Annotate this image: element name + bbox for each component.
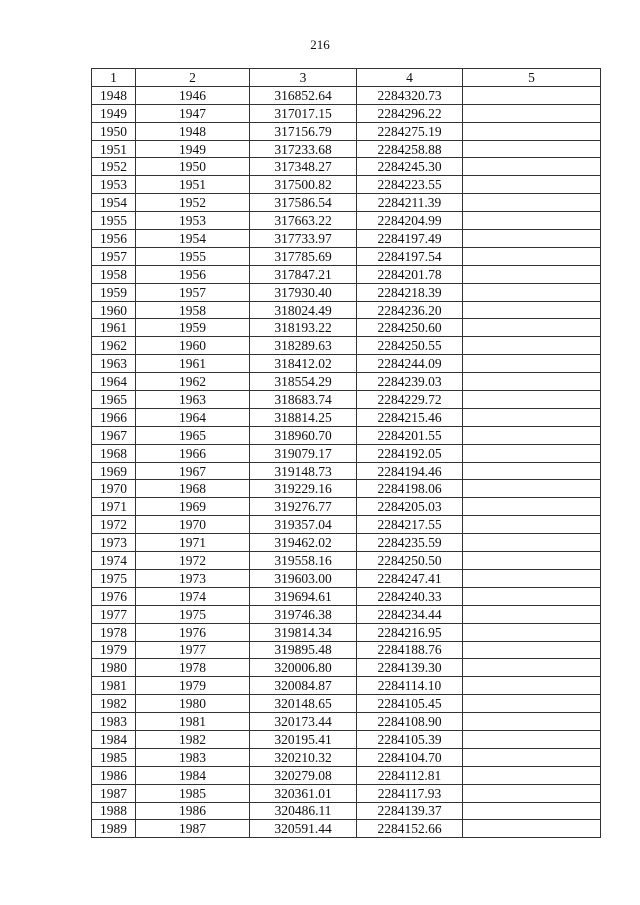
cell-adjacent-point-number: 1974 <box>136 587 250 605</box>
cell-point-number: 1957 <box>92 247 136 265</box>
cell-adjacent-point-number: 1947 <box>136 104 250 122</box>
cell-coordinate-x: 319148.73 <box>250 462 357 480</box>
cell-note <box>463 176 601 194</box>
cell-point-number: 1950 <box>92 122 136 140</box>
cell-coordinate-x: 319603.00 <box>250 569 357 587</box>
cell-coordinate-x: 317017.15 <box>250 104 357 122</box>
cell-adjacent-point-number: 1984 <box>136 766 250 784</box>
cell-coordinate-y: 2284216.95 <box>357 623 463 641</box>
cell-adjacent-point-number: 1960 <box>136 337 250 355</box>
table-row <box>92 713 601 731</box>
cell-coordinate-x: 317233.68 <box>250 140 357 158</box>
cell-adjacent-point-number: 1975 <box>136 605 250 623</box>
table-row <box>92 552 601 570</box>
cell-coordinate-y: 2284320.73 <box>357 86 463 104</box>
cell-adjacent-point-number: 1958 <box>136 301 250 319</box>
cell-note <box>463 122 601 140</box>
cell-adjacent-point-number: 1961 <box>136 355 250 373</box>
cell-adjacent-point-number: 1957 <box>136 283 250 301</box>
cell-coordinate-y: 2284258.88 <box>357 140 463 158</box>
cell-note <box>463 713 601 731</box>
cell-point-number: 1980 <box>92 659 136 677</box>
cell-adjacent-point-number: 1968 <box>136 480 250 498</box>
cell-coordinate-y: 2284240.33 <box>357 587 463 605</box>
cell-note <box>463 552 601 570</box>
cell-note <box>463 373 601 391</box>
cell-note <box>463 301 601 319</box>
cell-coordinate-x: 317348.27 <box>250 158 357 176</box>
cell-note <box>463 659 601 677</box>
cell-point-number: 1982 <box>92 695 136 713</box>
cell-coordinate-x: 320148.65 <box>250 695 357 713</box>
cell-note <box>463 230 601 248</box>
cell-point-number: 1956 <box>92 230 136 248</box>
cell-coordinate-x: 320279.08 <box>250 766 357 784</box>
cell-coordinate-y: 2284275.19 <box>357 122 463 140</box>
cell-note <box>463 140 601 158</box>
cell-note <box>463 337 601 355</box>
cell-point-number: 1967 <box>92 426 136 444</box>
cell-note <box>463 391 601 409</box>
cell-coordinate-y: 2284247.41 <box>357 569 463 587</box>
cell-point-number: 1976 <box>92 587 136 605</box>
cell-coordinate-x: 320173.44 <box>250 713 357 731</box>
cell-coordinate-x: 318814.25 <box>250 408 357 426</box>
cell-coordinate-y: 2284198.06 <box>357 480 463 498</box>
table-row <box>92 569 601 587</box>
cell-coordinate-x: 318193.22 <box>250 319 357 337</box>
cell-adjacent-point-number: 1982 <box>136 730 250 748</box>
cell-point-number: 1962 <box>92 337 136 355</box>
cell-point-number: 1970 <box>92 480 136 498</box>
cell-adjacent-point-number: 1948 <box>136 122 250 140</box>
table-row <box>92 337 601 355</box>
table-row <box>92 176 601 194</box>
cell-coordinate-x: 317733.97 <box>250 230 357 248</box>
cell-note <box>463 247 601 265</box>
cell-note <box>463 104 601 122</box>
cell-coordinate-x: 320006.80 <box>250 659 357 677</box>
cell-coordinate-y: 2284117.93 <box>357 784 463 802</box>
cell-coordinate-y: 2284204.99 <box>357 212 463 230</box>
cell-point-number: 1964 <box>92 373 136 391</box>
cell-coordinate-y: 2284217.55 <box>357 516 463 534</box>
cell-note <box>463 748 601 766</box>
cell-coordinate-y: 2284250.55 <box>357 337 463 355</box>
page-number: 216 <box>310 37 330 52</box>
cell-coordinate-x: 320210.32 <box>250 748 357 766</box>
table-row <box>92 623 601 641</box>
table-row <box>92 355 601 373</box>
cell-adjacent-point-number: 1969 <box>136 498 250 516</box>
cell-coordinate-x: 320195.41 <box>250 730 357 748</box>
cell-coordinate-y: 2284229.72 <box>357 391 463 409</box>
cell-adjacent-point-number: 1949 <box>136 140 250 158</box>
table-row <box>92 587 601 605</box>
cell-note <box>463 319 601 337</box>
cell-coordinate-y: 2284139.37 <box>357 802 463 820</box>
cell-coordinate-y: 2284104.70 <box>357 748 463 766</box>
cell-adjacent-point-number: 1976 <box>136 623 250 641</box>
table-row <box>92 784 601 802</box>
cell-adjacent-point-number: 1951 <box>136 176 250 194</box>
cell-coordinate-y: 2284112.81 <box>357 766 463 784</box>
cell-coordinate-y: 2284223.55 <box>357 176 463 194</box>
cell-coordinate-x: 320361.01 <box>250 784 357 802</box>
table-row <box>92 748 601 766</box>
cell-note <box>463 480 601 498</box>
cell-note <box>463 587 601 605</box>
cell-coordinate-y: 2284114.10 <box>357 677 463 695</box>
cell-adjacent-point-number: 1959 <box>136 319 250 337</box>
cell-point-number: 1983 <box>92 713 136 731</box>
cell-adjacent-point-number: 1956 <box>136 265 250 283</box>
cell-coordinate-y: 2284152.66 <box>357 820 463 838</box>
cell-coordinate-y: 2284245.30 <box>357 158 463 176</box>
cell-coordinate-x: 319746.38 <box>250 605 357 623</box>
cell-note <box>463 534 601 552</box>
table-row <box>92 158 601 176</box>
cell-point-number: 1979 <box>92 641 136 659</box>
cell-note <box>463 766 601 784</box>
cell-point-number: 1972 <box>92 516 136 534</box>
cell-point-number: 1954 <box>92 194 136 212</box>
cell-coordinate-x: 318554.29 <box>250 373 357 391</box>
cell-note <box>463 677 601 695</box>
table-row <box>92 319 601 337</box>
cell-point-number: 1969 <box>92 462 136 480</box>
cell-coordinate-y: 2284250.60 <box>357 319 463 337</box>
cell-coordinate-y: 2284239.03 <box>357 373 463 391</box>
cell-adjacent-point-number: 1981 <box>136 713 250 731</box>
cell-adjacent-point-number: 1970 <box>136 516 250 534</box>
cell-coordinate-y: 2284234.44 <box>357 605 463 623</box>
cell-coordinate-x: 319229.16 <box>250 480 357 498</box>
cell-coordinate-x: 319814.34 <box>250 623 357 641</box>
cell-note <box>463 426 601 444</box>
table-row <box>92 534 601 552</box>
cell-note <box>463 194 601 212</box>
cell-adjacent-point-number: 1955 <box>136 247 250 265</box>
cell-coordinate-y: 2284201.55 <box>357 426 463 444</box>
column-header-5: 5 <box>463 69 601 87</box>
cell-adjacent-point-number: 1978 <box>136 659 250 677</box>
cell-note <box>463 802 601 820</box>
cell-coordinate-x: 318289.63 <box>250 337 357 355</box>
cell-point-number: 1975 <box>92 569 136 587</box>
cell-note <box>463 623 601 641</box>
cell-coordinate-y: 2284296.22 <box>357 104 463 122</box>
cell-point-number: 1987 <box>92 784 136 802</box>
cell-point-number: 1978 <box>92 623 136 641</box>
cell-coordinate-x: 318960.70 <box>250 426 357 444</box>
cell-coordinate-x: 317785.69 <box>250 247 357 265</box>
table-row <box>92 480 601 498</box>
cell-coordinate-x: 319694.61 <box>250 587 357 605</box>
cell-coordinate-x: 319462.02 <box>250 534 357 552</box>
table-row <box>92 247 601 265</box>
cell-point-number: 1977 <box>92 605 136 623</box>
table-row <box>92 212 601 230</box>
cell-coordinate-y: 2284197.49 <box>357 230 463 248</box>
cell-coordinate-x: 318024.49 <box>250 301 357 319</box>
cell-coordinate-x: 317663.22 <box>250 212 357 230</box>
table-row <box>92 444 601 462</box>
cell-coordinate-x: 319276.77 <box>250 498 357 516</box>
coordinates-table <box>91 68 601 838</box>
cell-coordinate-y: 2284194.46 <box>357 462 463 480</box>
cell-adjacent-point-number: 1971 <box>136 534 250 552</box>
cell-note <box>463 444 601 462</box>
cell-coordinate-x: 318683.74 <box>250 391 357 409</box>
cell-point-number: 1985 <box>92 748 136 766</box>
table-row <box>92 516 601 534</box>
cell-coordinate-y: 2284139.30 <box>357 659 463 677</box>
cell-adjacent-point-number: 1979 <box>136 677 250 695</box>
table-row <box>92 659 601 677</box>
cell-adjacent-point-number: 1963 <box>136 391 250 409</box>
cell-point-number: 1986 <box>92 766 136 784</box>
cell-note <box>463 212 601 230</box>
cell-adjacent-point-number: 1983 <box>136 748 250 766</box>
cell-point-number: 1953 <box>92 176 136 194</box>
table-row <box>92 194 601 212</box>
table-row <box>92 230 601 248</box>
cell-adjacent-point-number: 1952 <box>136 194 250 212</box>
cell-point-number: 1948 <box>92 86 136 104</box>
cell-note <box>463 641 601 659</box>
cell-coordinate-y: 2284218.39 <box>357 283 463 301</box>
table-row <box>92 605 601 623</box>
cell-point-number: 1965 <box>92 391 136 409</box>
cell-coordinate-y: 2284192.05 <box>357 444 463 462</box>
column-header-1: 1 <box>92 69 136 87</box>
cell-adjacent-point-number: 1962 <box>136 373 250 391</box>
cell-note <box>463 283 601 301</box>
cell-point-number: 1984 <box>92 730 136 748</box>
cell-coordinate-y: 2284244.09 <box>357 355 463 373</box>
cell-note <box>463 355 601 373</box>
table-row <box>92 462 601 480</box>
cell-coordinate-y: 2284105.39 <box>357 730 463 748</box>
cell-point-number: 1973 <box>92 534 136 552</box>
table-body <box>92 86 601 837</box>
cell-coordinate-y: 2284215.46 <box>357 408 463 426</box>
table-row <box>92 641 601 659</box>
cell-coordinate-x: 319079.17 <box>250 444 357 462</box>
cell-point-number: 1974 <box>92 552 136 570</box>
column-header-3: 3 <box>250 69 357 87</box>
cell-coordinate-x: 319558.16 <box>250 552 357 570</box>
cell-point-number: 1971 <box>92 498 136 516</box>
cell-coordinate-y: 2284235.59 <box>357 534 463 552</box>
cell-point-number: 1961 <box>92 319 136 337</box>
cell-adjacent-point-number: 1985 <box>136 784 250 802</box>
cell-coordinate-x: 317930.40 <box>250 283 357 301</box>
cell-adjacent-point-number: 1987 <box>136 820 250 838</box>
cell-coordinate-x: 320591.44 <box>250 820 357 838</box>
cell-point-number: 1988 <box>92 802 136 820</box>
cell-point-number: 1966 <box>92 408 136 426</box>
cell-adjacent-point-number: 1980 <box>136 695 250 713</box>
cell-note <box>463 784 601 802</box>
cell-point-number: 1963 <box>92 355 136 373</box>
cell-point-number: 1949 <box>92 104 136 122</box>
cell-coordinate-x: 317500.82 <box>250 176 357 194</box>
table-header-row <box>92 69 601 87</box>
cell-point-number: 1952 <box>92 158 136 176</box>
cell-point-number: 1955 <box>92 212 136 230</box>
cell-point-number: 1989 <box>92 820 136 838</box>
table-row <box>92 766 601 784</box>
table-row <box>92 820 601 838</box>
table-row <box>92 373 601 391</box>
table-row <box>92 265 601 283</box>
cell-coordinate-y: 2284211.39 <box>357 194 463 212</box>
table-row <box>92 802 601 820</box>
cell-note <box>463 569 601 587</box>
cell-adjacent-point-number: 1986 <box>136 802 250 820</box>
cell-point-number: 1960 <box>92 301 136 319</box>
cell-coordinate-y: 2284236.20 <box>357 301 463 319</box>
table-row <box>92 498 601 516</box>
cell-point-number: 1981 <box>92 677 136 695</box>
cell-coordinate-x: 316852.64 <box>250 86 357 104</box>
cell-adjacent-point-number: 1964 <box>136 408 250 426</box>
cell-note <box>463 730 601 748</box>
cell-point-number: 1959 <box>92 283 136 301</box>
table-row <box>92 283 601 301</box>
cell-note <box>463 158 601 176</box>
cell-coordinate-y: 2284188.76 <box>357 641 463 659</box>
cell-adjacent-point-number: 1965 <box>136 426 250 444</box>
cell-adjacent-point-number: 1977 <box>136 641 250 659</box>
cell-point-number: 1968 <box>92 444 136 462</box>
cell-point-number: 1951 <box>92 140 136 158</box>
cell-note <box>463 516 601 534</box>
cell-adjacent-point-number: 1967 <box>136 462 250 480</box>
table-row <box>92 391 601 409</box>
cell-adjacent-point-number: 1972 <box>136 552 250 570</box>
cell-coordinate-x: 320486.11 <box>250 802 357 820</box>
table-row <box>92 301 601 319</box>
cell-adjacent-point-number: 1953 <box>136 212 250 230</box>
cell-coordinate-y: 2284108.90 <box>357 713 463 731</box>
cell-coordinate-x: 319895.48 <box>250 641 357 659</box>
cell-note <box>463 86 601 104</box>
cell-coordinate-y: 2284250.50 <box>357 552 463 570</box>
cell-note <box>463 605 601 623</box>
cell-coordinate-y: 2284197.54 <box>357 247 463 265</box>
cell-coordinate-x: 319357.04 <box>250 516 357 534</box>
cell-note <box>463 820 601 838</box>
table-row <box>92 730 601 748</box>
cell-note <box>463 498 601 516</box>
cell-note <box>463 408 601 426</box>
cell-coordinate-x: 317847.21 <box>250 265 357 283</box>
column-header-4: 4 <box>357 69 463 87</box>
table-row <box>92 122 601 140</box>
table-row <box>92 140 601 158</box>
cell-note <box>463 695 601 713</box>
cell-adjacent-point-number: 1954 <box>136 230 250 248</box>
cell-note <box>463 462 601 480</box>
cell-coordinate-y: 2284201.78 <box>357 265 463 283</box>
cell-coordinate-x: 320084.87 <box>250 677 357 695</box>
table-row <box>92 426 601 444</box>
cell-coordinate-x: 318412.02 <box>250 355 357 373</box>
cell-coordinate-x: 317586.54 <box>250 194 357 212</box>
column-header-2: 2 <box>136 69 250 87</box>
table-row <box>92 695 601 713</box>
cell-adjacent-point-number: 1950 <box>136 158 250 176</box>
cell-coordinate-x: 317156.79 <box>250 122 357 140</box>
cell-adjacent-point-number: 1966 <box>136 444 250 462</box>
table-row <box>92 104 601 122</box>
cell-adjacent-point-number: 1973 <box>136 569 250 587</box>
cell-coordinate-y: 2284105.45 <box>357 695 463 713</box>
table-row <box>92 408 601 426</box>
cell-point-number: 1958 <box>92 265 136 283</box>
cell-note <box>463 265 601 283</box>
table-row <box>92 86 601 104</box>
table-row <box>92 677 601 695</box>
cell-coordinate-y: 2284205.03 <box>357 498 463 516</box>
cell-adjacent-point-number: 1946 <box>136 86 250 104</box>
